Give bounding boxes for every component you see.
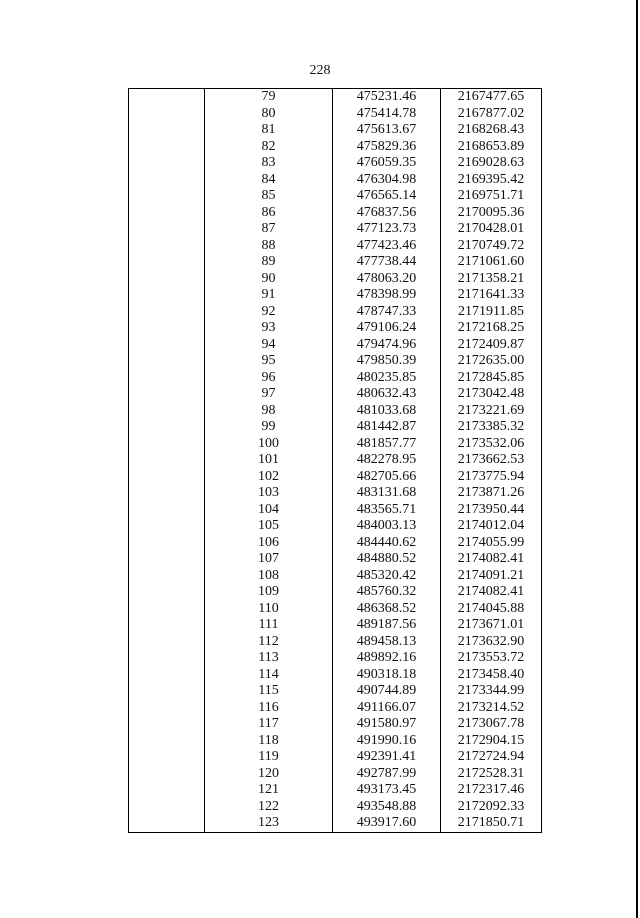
- blank-cell: [129, 716, 205, 733]
- y-coordinate-cell: 2174012.04: [441, 518, 542, 535]
- table-row: [129, 155, 542, 172]
- vertex-number-cell: 95: [205, 353, 333, 370]
- x-coordinate-cell: 489458.13: [333, 634, 441, 651]
- blank-cell: [129, 172, 205, 189]
- x-coordinate-cell: 491166.07: [333, 700, 441, 717]
- table-row: [129, 650, 542, 667]
- table-row: [129, 238, 542, 255]
- y-coordinate-cell: 2169028.63: [441, 155, 542, 172]
- y-coordinate-cell: 2167477.65: [441, 89, 542, 106]
- vertex-number-cell: 122: [205, 799, 333, 816]
- x-coordinate-cell: 492391.41: [333, 749, 441, 766]
- table-row: [129, 700, 542, 717]
- vertex-number-cell: 120: [205, 766, 333, 783]
- blank-cell: [129, 518, 205, 535]
- y-coordinate-cell: 2172845.85: [441, 370, 542, 387]
- vertex-number-cell: 105: [205, 518, 333, 535]
- coordinates-table-body: [129, 89, 542, 833]
- blank-cell: [129, 353, 205, 370]
- blank-cell: [129, 667, 205, 684]
- y-coordinate-cell: 2172904.15: [441, 733, 542, 750]
- x-coordinate-cell: 484440.62: [333, 535, 441, 552]
- x-coordinate-cell: 492787.99: [333, 766, 441, 783]
- x-coordinate-cell: 479106.24: [333, 320, 441, 337]
- x-coordinate-cell: 481857.77: [333, 436, 441, 453]
- vertex-number-cell: 114: [205, 667, 333, 684]
- y-coordinate-cell: 2172092.33: [441, 799, 542, 816]
- x-coordinate-cell: 480632.43: [333, 386, 441, 403]
- table-row: [129, 469, 542, 486]
- x-coordinate-cell: 479474.96: [333, 337, 441, 354]
- y-coordinate-cell: 2170428.01: [441, 221, 542, 238]
- vertex-number-cell: 117: [205, 716, 333, 733]
- vertex-number-cell: 81: [205, 122, 333, 139]
- blank-cell: [129, 469, 205, 486]
- y-coordinate-cell: 2172168.25: [441, 320, 542, 337]
- vertex-number-cell: 108: [205, 568, 333, 585]
- x-coordinate-cell: 475414.78: [333, 106, 441, 123]
- y-coordinate-cell: 2171061.60: [441, 254, 542, 271]
- vertex-number-cell: 104: [205, 502, 333, 519]
- y-coordinate-cell: 2174055.99: [441, 535, 542, 552]
- vertex-number-cell: 86: [205, 205, 333, 222]
- y-coordinate-cell: 2169395.42: [441, 172, 542, 189]
- coordinates-table: [128, 88, 542, 833]
- vertex-number-cell: 80: [205, 106, 333, 123]
- table-row: [129, 337, 542, 354]
- y-coordinate-cell: 2172409.87: [441, 337, 542, 354]
- table-row: [129, 122, 542, 139]
- blank-cell: [129, 205, 205, 222]
- x-coordinate-cell: 475613.67: [333, 122, 441, 139]
- x-coordinate-cell: 484880.52: [333, 551, 441, 568]
- table-row: [129, 799, 542, 816]
- table-row: [129, 403, 542, 420]
- x-coordinate-cell: 491580.97: [333, 716, 441, 733]
- table-row: [129, 485, 542, 502]
- x-coordinate-cell: 489187.56: [333, 617, 441, 634]
- table-row: [129, 584, 542, 601]
- x-coordinate-cell: 475231.46: [333, 89, 441, 106]
- x-coordinate-cell: 477423.46: [333, 238, 441, 255]
- table-row: [129, 221, 542, 238]
- vertex-number-cell: 98: [205, 403, 333, 420]
- vertex-number-cell: 88: [205, 238, 333, 255]
- vertex-number-cell: 83: [205, 155, 333, 172]
- table-row: [129, 634, 542, 651]
- vertex-number-cell: 91: [205, 287, 333, 304]
- x-coordinate-cell: 491990.16: [333, 733, 441, 750]
- blank-cell: [129, 386, 205, 403]
- x-coordinate-cell: 489892.16: [333, 650, 441, 667]
- y-coordinate-cell: 2172635.00: [441, 353, 542, 370]
- blank-cell: [129, 106, 205, 123]
- table-row: [129, 782, 542, 799]
- vertex-number-cell: 103: [205, 485, 333, 502]
- vertex-number-cell: 84: [205, 172, 333, 189]
- x-coordinate-cell: 475829.36: [333, 139, 441, 156]
- y-coordinate-cell: 2173344.99: [441, 683, 542, 700]
- table-row: [129, 551, 542, 568]
- blank-cell: [129, 139, 205, 156]
- blank-cell: [129, 749, 205, 766]
- vertex-number-cell: 87: [205, 221, 333, 238]
- y-coordinate-cell: 2173553.72: [441, 650, 542, 667]
- table-row: [129, 172, 542, 189]
- blank-cell: [129, 584, 205, 601]
- y-coordinate-cell: 2173662.53: [441, 452, 542, 469]
- vertex-number-cell: 100: [205, 436, 333, 453]
- y-coordinate-cell: 2171358.21: [441, 271, 542, 288]
- vertex-number-cell: 116: [205, 700, 333, 717]
- blank-cell: [129, 733, 205, 750]
- table-row: [129, 452, 542, 469]
- vertex-number-cell: 79: [205, 89, 333, 106]
- vertex-number-cell: 107: [205, 551, 333, 568]
- y-coordinate-cell: 2174082.41: [441, 551, 542, 568]
- blank-cell: [129, 551, 205, 568]
- table-row: [129, 139, 542, 156]
- blank-cell: [129, 617, 205, 634]
- y-coordinate-cell: 2172528.31: [441, 766, 542, 783]
- blank-cell: [129, 287, 205, 304]
- y-coordinate-cell: 2167877.02: [441, 106, 542, 123]
- blank-cell: [129, 304, 205, 321]
- vertex-number-cell: 93: [205, 320, 333, 337]
- vertex-number-cell: 118: [205, 733, 333, 750]
- table-row: [129, 205, 542, 222]
- y-coordinate-cell: 2170095.36: [441, 205, 542, 222]
- x-coordinate-cell: 477738.44: [333, 254, 441, 271]
- table-row: [129, 320, 542, 337]
- x-coordinate-cell: 476837.56: [333, 205, 441, 222]
- x-coordinate-cell: 482278.95: [333, 452, 441, 469]
- blank-cell: [129, 155, 205, 172]
- table-row: [129, 815, 542, 832]
- y-coordinate-cell: 2173671.01: [441, 617, 542, 634]
- y-coordinate-cell: 2168653.89: [441, 139, 542, 156]
- table-row: [129, 683, 542, 700]
- table-row: [129, 617, 542, 634]
- x-coordinate-cell: 476565.14: [333, 188, 441, 205]
- x-coordinate-cell: 478398.99: [333, 287, 441, 304]
- vertex-number-cell: 94: [205, 337, 333, 354]
- x-coordinate-cell: 485320.42: [333, 568, 441, 585]
- table-row: [129, 271, 542, 288]
- blank-cell: [129, 419, 205, 436]
- y-coordinate-cell: 2169751.71: [441, 188, 542, 205]
- x-coordinate-cell: 482705.66: [333, 469, 441, 486]
- blank-cell: [129, 683, 205, 700]
- vertex-number-cell: 89: [205, 254, 333, 271]
- x-coordinate-cell: 486368.52: [333, 601, 441, 618]
- blank-cell: [129, 122, 205, 139]
- y-coordinate-cell: 2171641.33: [441, 287, 542, 304]
- table-row: [129, 436, 542, 453]
- x-coordinate-cell: 476059.35: [333, 155, 441, 172]
- table-row: [129, 353, 542, 370]
- x-coordinate-cell: 493548.88: [333, 799, 441, 816]
- y-coordinate-cell: 2171911.85: [441, 304, 542, 321]
- blank-cell: [129, 815, 205, 832]
- blank-cell: [129, 634, 205, 651]
- y-coordinate-cell: 2174045.88: [441, 601, 542, 618]
- vertex-number-cell: 115: [205, 683, 333, 700]
- table-row: [129, 188, 542, 205]
- blank-cell: [129, 320, 205, 337]
- y-coordinate-cell: 2174091.21: [441, 568, 542, 585]
- blank-cell: [129, 782, 205, 799]
- y-coordinate-cell: 2173632.90: [441, 634, 542, 651]
- table-row: [129, 749, 542, 766]
- blank-cell: [129, 502, 205, 519]
- y-coordinate-cell: 2173950.44: [441, 502, 542, 519]
- x-coordinate-cell: 484003.13: [333, 518, 441, 535]
- x-coordinate-cell: 480235.85: [333, 370, 441, 387]
- y-coordinate-cell: 2173532.06: [441, 436, 542, 453]
- x-coordinate-cell: 476304.98: [333, 172, 441, 189]
- blank-cell: [129, 799, 205, 816]
- y-coordinate-cell: 2173221.69: [441, 403, 542, 420]
- table-row: [129, 370, 542, 387]
- vertex-number-cell: 97: [205, 386, 333, 403]
- x-coordinate-cell: 493173.45: [333, 782, 441, 799]
- blank-cell: [129, 221, 205, 238]
- vertex-number-cell: 102: [205, 469, 333, 486]
- y-coordinate-cell: 2173042.48: [441, 386, 542, 403]
- vertex-number-cell: 121: [205, 782, 333, 799]
- vertex-number-cell: 109: [205, 584, 333, 601]
- x-coordinate-cell: 479850.39: [333, 353, 441, 370]
- blank-cell: [129, 436, 205, 453]
- blank-cell: [129, 188, 205, 205]
- table-row: [129, 601, 542, 618]
- table-row: [129, 287, 542, 304]
- x-coordinate-cell: 490744.89: [333, 683, 441, 700]
- vertex-number-cell: 113: [205, 650, 333, 667]
- table-row: [129, 568, 542, 585]
- y-coordinate-cell: 2170749.72: [441, 238, 542, 255]
- x-coordinate-cell: 481442.87: [333, 419, 441, 436]
- x-coordinate-cell: 483131.68: [333, 485, 441, 502]
- table-row: [129, 716, 542, 733]
- vertex-number-cell: 112: [205, 634, 333, 651]
- y-coordinate-cell: 2173214.52: [441, 700, 542, 717]
- vertex-number-cell: 96: [205, 370, 333, 387]
- y-coordinate-cell: 2173067.78: [441, 716, 542, 733]
- blank-cell: [129, 452, 205, 469]
- x-coordinate-cell: 481033.68: [333, 403, 441, 420]
- y-coordinate-cell: 2173458.40: [441, 667, 542, 684]
- x-coordinate-cell: 490318.18: [333, 667, 441, 684]
- vertex-number-cell: 106: [205, 535, 333, 552]
- y-coordinate-cell: 2168268.43: [441, 122, 542, 139]
- y-coordinate-cell: 2173871.26: [441, 485, 542, 502]
- table-row: [129, 254, 542, 271]
- x-coordinate-cell: 478747.33: [333, 304, 441, 321]
- table-row: [129, 518, 542, 535]
- blank-cell: [129, 535, 205, 552]
- blank-cell: [129, 766, 205, 783]
- blank-cell: [129, 700, 205, 717]
- table-row: [129, 106, 542, 123]
- y-coordinate-cell: 2173775.94: [441, 469, 542, 486]
- table-row: [129, 386, 542, 403]
- vertex-number-cell: 119: [205, 749, 333, 766]
- table-row: [129, 419, 542, 436]
- table-row: [129, 667, 542, 684]
- blank-cell: [129, 568, 205, 585]
- x-coordinate-cell: 485760.32: [333, 584, 441, 601]
- x-coordinate-cell: 477123.73: [333, 221, 441, 238]
- blank-cell: [129, 650, 205, 667]
- blank-cell: [129, 271, 205, 288]
- table-row: [129, 766, 542, 783]
- x-coordinate-cell: 483565.71: [333, 502, 441, 519]
- vertex-number-cell: 111: [205, 617, 333, 634]
- page-number: 228: [309, 63, 331, 78]
- table-row: [129, 502, 542, 519]
- blank-cell: [129, 337, 205, 354]
- blank-cell: [129, 601, 205, 618]
- vertex-number-cell: 92: [205, 304, 333, 321]
- table-row: [129, 89, 542, 106]
- x-coordinate-cell: 478063.20: [333, 271, 441, 288]
- vertex-number-cell: 110: [205, 601, 333, 618]
- y-coordinate-cell: 2173385.32: [441, 419, 542, 436]
- vertex-number-cell: 82: [205, 139, 333, 156]
- blank-cell: [129, 89, 205, 106]
- blank-cell: [129, 238, 205, 255]
- x-coordinate-cell: 493917.60: [333, 815, 441, 832]
- table-row: [129, 304, 542, 321]
- vertex-number-cell: 123: [205, 815, 333, 832]
- table-row: [129, 535, 542, 552]
- vertex-number-cell: 99: [205, 419, 333, 436]
- blank-cell: [129, 370, 205, 387]
- y-coordinate-cell: 2174082.41: [441, 584, 542, 601]
- blank-cell: [129, 254, 205, 271]
- blank-cell: [129, 403, 205, 420]
- table-row: [129, 733, 542, 750]
- vertex-number-cell: 101: [205, 452, 333, 469]
- vertex-number-cell: 90: [205, 271, 333, 288]
- blank-cell: [129, 485, 205, 502]
- y-coordinate-cell: 2171850.71: [441, 815, 542, 832]
- vertex-number-cell: 85: [205, 188, 333, 205]
- y-coordinate-cell: 2172724.94: [441, 749, 542, 766]
- y-coordinate-cell: 2172317.46: [441, 782, 542, 799]
